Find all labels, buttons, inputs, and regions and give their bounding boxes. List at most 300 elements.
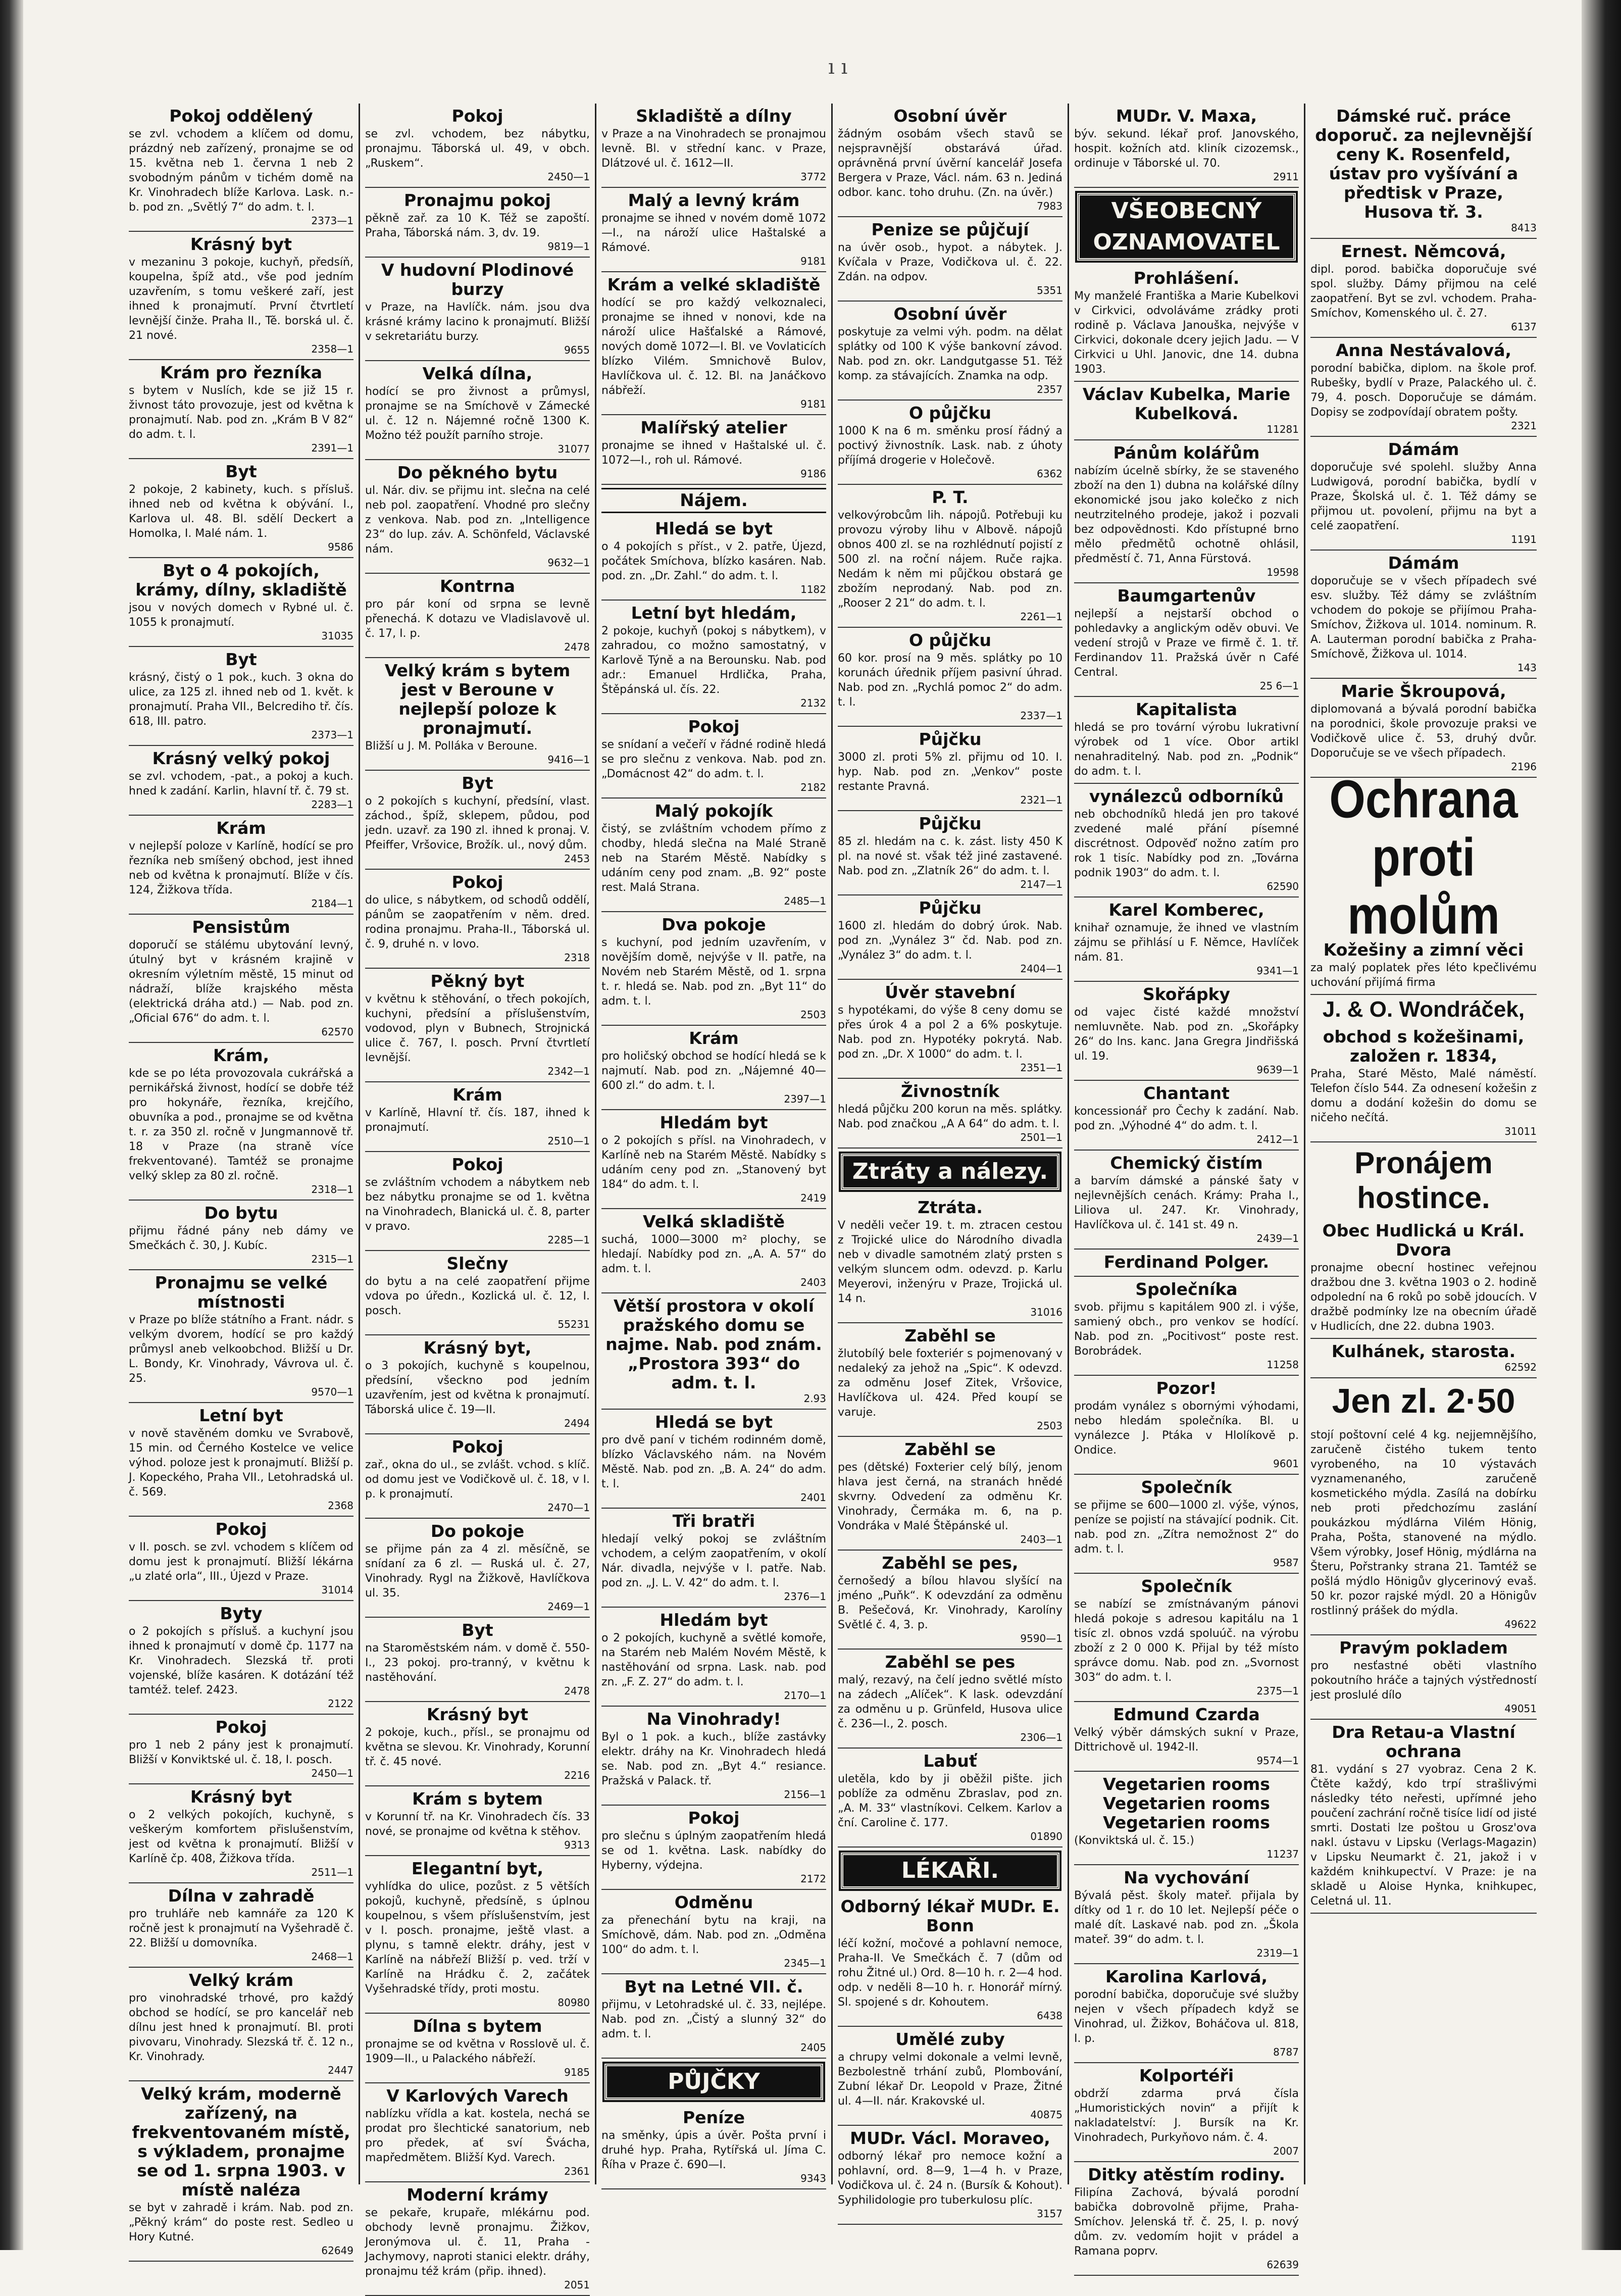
ad-code: 2337—1 xyxy=(1020,710,1062,722)
ad-title: Skladiště a dílny xyxy=(636,106,792,126)
ad-text: diplomovaná a bývalá porodní babička na porodnici, škole provozuje praksi ve Vodičkově ulice č. 53, druhý dvůr. Doporučuje se ve všech případech. xyxy=(1310,703,1537,760)
classified-ad xyxy=(838,401,1062,485)
ad-text: a barvím dámské a pánské šaty v nejlevnějších cenách. Krámy: Praha I., Liliova ul. 247. Kr. Vinohrady, Havlíčkova ul. č. 141 st. 49 n. xyxy=(1074,1175,1299,1231)
ad-title: Letní byt xyxy=(199,1406,283,1425)
ad-text: o 2 pokojích s přísluš. a kuchyní jsou ihned k pronajmutí v domě čp. 1177 na Kr. Vinohradech. Slezská tř. proti vojenské, blíže kasáren. K dotázání též tamtéž. telef. 2423. xyxy=(129,1625,353,1696)
ad-title: O půjčku xyxy=(909,403,991,423)
classified-ad xyxy=(838,1437,1062,1551)
ad-code: 2156—1 xyxy=(784,1788,826,1801)
ad-code: 2357 xyxy=(1037,383,1062,395)
classified-ad xyxy=(1310,1635,1537,1720)
ad-code: 2468—1 xyxy=(311,1951,353,1963)
classified-ad xyxy=(365,1082,590,1152)
classified-ad xyxy=(601,516,826,601)
classified-ad xyxy=(365,771,590,870)
ad-code: 11281 xyxy=(1267,423,1299,435)
ad-title: Velký krám, moderně zařízený, na frekventovaném místě, s výkladem, pronajme se od 1. srpna 1903. v místě naléza xyxy=(132,2084,350,2200)
classified-ad xyxy=(1074,1475,1299,1574)
ad-code: 2391—1 xyxy=(311,442,353,454)
ad-code: 2403 xyxy=(800,1276,826,1288)
ad-code: 1182 xyxy=(800,583,826,595)
ad-code: 9639—1 xyxy=(1256,1064,1299,1076)
classified-ad xyxy=(838,217,1062,302)
ad-text: v nejlepší poloze v Karlíně, hodící se pro řezníka neb smíšený obchod, jest ihned neb od května k pronajmutí. Blíže v čís. 124, Žižkova třída. xyxy=(129,840,353,896)
ad-text: býv. sekund. lékař prof. Janovského, hospit. kožních atd. kliník cizozemsk., ordinuje v Táborské ul. 70. xyxy=(1074,128,1299,170)
boxed-section-heading: LÉKAŘI. xyxy=(841,1853,1059,1889)
ad-text: žádným osobám všech stavů se nejspravnější obstarává úřad. oprávněná první úvěrní kancelář Josefa Bergera v Praze, Václ. nám. 63 n. Jediná odbor. kanc. toho druhu. (Zn. na úvěr.) xyxy=(838,128,1062,199)
ad-code: 3157 xyxy=(1037,2208,1062,2220)
ad-code: 11237 xyxy=(1267,1848,1299,1860)
classified-ad xyxy=(129,360,353,459)
classified-ad xyxy=(129,1601,353,1715)
ad-code: 31077 xyxy=(558,443,590,455)
classified-ad xyxy=(1310,437,1537,551)
ad-title: Zaběhl se xyxy=(904,1439,996,1459)
classified-ad xyxy=(365,574,590,658)
ad-text: stojí poštovní celé 4 kg. nejjemnějšího, zaručeně čistého tukem tento vyrobeného, na 10 výstavách vyznamenaného, zaručeně kosmetického mýdla. Zasílá na dobírku neb proti předchozímu zaslání poukázkou mýdlárna Vilém Hönig, Praha, Pošta, stanovené na mýdlo. Všem výrobky, Josef Hönig, mýdlárna na Šteru, Pořstranky strana 21. Tamtéž se pošlá mýdlo Hönigův glycerinový evaš. 50 kr. pozor rajské mýdl. 20 a Hönigův rostlinný prášek do mýdla. xyxy=(1310,1429,1537,1617)
ad-code: 2494 xyxy=(564,1417,590,1429)
boxed-section-heading: Ztráty a nálezy. xyxy=(841,1154,1059,1190)
classified-ad xyxy=(365,361,590,460)
ad-code: 2182 xyxy=(800,781,826,793)
classified-ad xyxy=(365,1251,590,1335)
classified-ad xyxy=(1074,440,1299,583)
classified-ad xyxy=(1310,1339,1537,1378)
ad-code: 2404—1 xyxy=(1020,963,1062,975)
ad-text: 2 pokoje, 2 kabinety, kuch. s přísluš. ihned neb od května k obývání. I., Karlova ul. 48. Bl. sdělí Deckert a Homolka, I. Malé nám. 1. xyxy=(129,483,353,540)
ad-text: do ulice, s nábytkem, od schodů oddělí, pánům se zaopatřením v něm. dred. rodina pronajmu. Praha-II., Táborská ul. č. 9, druhé n. v lovo. xyxy=(365,894,590,951)
ad-title: Byt na Letné VII. č. xyxy=(624,1977,803,1996)
classified-ad xyxy=(365,1519,590,1618)
ad-code: 2351—1 xyxy=(1020,1062,1062,1074)
ad-title: Byty xyxy=(220,1604,263,1623)
ad-text: v II. posch. se zvl. vchodem s klíčem od domu jest k pronajmutí. Bližší lékárna „u zlaté orla“, III., Újezd v Praze. xyxy=(129,1541,353,1583)
classified-columns xyxy=(124,104,1543,2291)
ad-title: Ernest. Němcová, xyxy=(1341,241,1506,261)
ad-title: Půjčku xyxy=(919,898,982,918)
ad-title: Společníka xyxy=(1135,1279,1238,1299)
ad-title: Dílna s bytem xyxy=(413,2016,542,2036)
classified-ad xyxy=(365,870,590,969)
ad-code: 2285—1 xyxy=(547,1234,590,1246)
ad-title: Chemický čistím xyxy=(1110,1153,1263,1173)
ad-title: Karel Komberec, xyxy=(1108,900,1264,920)
ad-text: se zvl. vchodem, bez nábytku, pronajmu. Táborská ul. 49, v obch. „Ruskem“. xyxy=(365,128,590,170)
ad-text: pes (dětské) Foxterier celý bílý, jenom hlava jest černá, na stranách hnědé skvrny. Odvedení za odměnu Kr. Vinohrady, Čermáka m. 6, na p. Vondráka v Malé Štěpánské ul. xyxy=(838,1461,1062,1532)
classified-ad xyxy=(601,1410,826,1509)
ad-text: v Praze, na Havlíčk. nám. jsou dva krásné krámy lacino k pronajmutí. Bližší v sekretariátu burzy. xyxy=(365,301,590,343)
classified-ad xyxy=(1074,1277,1299,1376)
ad-text: 85 zl. hledám na c. k. zást. listy 450 K pl. na nové st. však též jiné zastavené. Nab. pod zn. „Zlatník 26“ do adm. t. l. xyxy=(838,835,1062,877)
ad-code: 9343 xyxy=(800,2172,826,2184)
ad-text: nablízku vřídla a kat. kostela, nechá se prodat pro šlechtické sanatorium, neb pro předek, ať sví Švácha, mapředmětem. Bližší Kyd. Varech. xyxy=(365,2108,590,2164)
ad-code: 2439—1 xyxy=(1256,1232,1299,1244)
ad-title: Zaběhl se pes xyxy=(885,1652,1016,1672)
ad-title: Karolina Karlová, xyxy=(1105,1967,1268,1986)
ad-code: 55231 xyxy=(558,1318,590,1330)
ad-title: Do bytu xyxy=(204,1203,278,1223)
ad-text: od vajec čisté každé množství nemluvněte. Nab. pod zn. „Skořápky 26“ do lns. kanc. Jana Gregra Jindřišská ul. 19. xyxy=(1074,1006,1299,1063)
classified-ad xyxy=(1074,1702,1299,1772)
classified-ad xyxy=(601,1608,826,1707)
ad-title: Dámské ruč. práce doporuč. za nejlevnější ceny K. Rosenfeld, ústav pro vyšívání a předtisk v Praze, Husova tř. 3. xyxy=(1315,106,1532,222)
ad-text: pro dvě paní v tichém rodinném domě, blízko Václavského nám. na Novém Městě. Nab. pod zn. „B. A. 24“ do adm. t. l. xyxy=(601,1434,826,1490)
classified-ad xyxy=(129,746,353,816)
ad-text: s kuchyní, pod jedním uzavřením, v novějším domě, nejvýše v II. patře, na Novém neb Starém Městě, od 1. srpna t. r. hledá se. Nab. pod zn. „Byt 11“ do adm. t. l. xyxy=(601,936,826,1008)
ad-title: Byt xyxy=(462,1620,493,1640)
ad-text: léčí kožní, močové a pohlavní nemoce, Praha-II. Ve Smečkách č. 7 (dům od rohu Žitné ul.) Ord. 8—10 h. r. 2—4 hod. odp. v neděli 8—10 h. r. Honorář mírný. Sl. spojené s dr. Kohoutem. xyxy=(838,1937,1062,2009)
classified-ad xyxy=(129,647,353,746)
ad-text: na směnky, úpis a úvěr. Pošta první i druhé hyp. Praha, Rytířská ul. Jíma C. Říha v Praze č. 690—I. xyxy=(601,2129,826,2171)
ad-code: 2510—1 xyxy=(547,1135,590,1147)
column-6 xyxy=(1305,104,1542,2184)
ad-code: 2147—1 xyxy=(1020,878,1062,890)
ad-text: se snídaní a večeří v řádné rodině hledá se pro slečnu z venkova. Nab. pod zn. „Domácnost 42“ do adm. t. l. xyxy=(601,738,826,780)
ad-code: 9313 xyxy=(564,1839,590,1851)
ad-title: Velká skladiště xyxy=(642,1212,785,1231)
ad-title: Kulhánek, starosta. xyxy=(1331,1341,1516,1361)
classified-ad xyxy=(838,628,1062,727)
ad-text: Praha, Staré Město, Malé náměstí. Telefon číslo 544. Za odnesení kožešin z domu a dodání kožešin do domu se ničeho nečítá. xyxy=(1310,1068,1537,1124)
ad-title: Václav Kubelka, Marie Kubelková. xyxy=(1082,384,1291,423)
ad-code: 2401 xyxy=(800,1491,826,1504)
ad-code: 2368 xyxy=(328,1500,353,1512)
classified-ad xyxy=(601,188,826,272)
classified-ad xyxy=(129,459,353,558)
ad-text: 60 kor. prosí na 9 měs. splátky po 10 korunách úřednik příjem pasivní úhrad. Nab. pod zn. „Rychlá pomoc 2“ do adm. t. l. xyxy=(838,652,1062,709)
ad-text: 3000 zl. proti 5% zl. přijmu od 10. I. hyp. Nab. pod zn. „Venkov“ poste restante Pravná. xyxy=(838,751,1062,793)
ad-title: Byt o 4 pokojích, krámy, dílny, skladiště xyxy=(135,561,347,600)
ad-title: Pokoj xyxy=(451,1437,503,1457)
ad-code: 143 xyxy=(1517,662,1537,674)
ad-title: Hledá se byt xyxy=(654,1412,773,1432)
ad-title: Byt xyxy=(225,462,257,481)
ad-text: pronajme se od května v Rosslově ul. č. 1909—II., u Palackého nábřeží. xyxy=(365,2038,590,2065)
ad-text: do bytu a na celé zaopatření přijme vdova po úředn., Kozlická ul. č. 12, I. posch. xyxy=(365,1275,590,1317)
ad-text: přijmu řádné pány neb dámy ve Smečkách č. 30, J. Kubíc. xyxy=(129,1225,353,1252)
ad-text: 1000 K na 6 m. směnku prosí řádný a poctivý živnostník. Lask. nab. z úhoty příjímá drogerie v Holečově. xyxy=(838,425,1062,467)
ad-code: 31035 xyxy=(321,630,353,642)
column-1 xyxy=(124,104,360,2257)
ad-text: pro pár koní od srpna se levně přenechá. K dotazu ve Vladislavově ul. č. 17, I. p. xyxy=(365,598,590,640)
ad-code: 2306—1 xyxy=(1020,1731,1062,1743)
column-4 xyxy=(833,104,1069,2220)
ad-code: 9601 xyxy=(1273,1458,1299,1470)
classified-ad xyxy=(601,1110,826,1209)
ad-title: Pánům kolářům xyxy=(1113,443,1260,463)
ad-code: 2911 xyxy=(1273,171,1299,183)
ad-text: Bližší u J. M. Polláka v Beroune. xyxy=(365,740,538,753)
ad-text: ul. Nár. div. se přijmu int. slečna na celé neb pol. zaopatření. Vhodné pro slečny z venkova. Nab. pod zn. „Intelligence 23“ do lup. záv. A. Schönfeld, Václavské nám. xyxy=(365,484,590,556)
ad-text: přijmu, v Letohradské ul. č. 33, nejlépe. Nab. pod zn. „Čistý a slunný 32“ do adm. t. l. xyxy=(601,1999,826,2040)
ad-text: čistý, se zvláštním vchodem přímo z chodby, hledá slečna na Malé Straně neb na Starém Městě. Nabídky s udáním ceny pod znam. „B. 92“ poste rest. Malá Strana. xyxy=(601,823,826,894)
classified-ad xyxy=(129,1201,353,1270)
classified-ad xyxy=(1310,551,1537,679)
ad-code: 2321—1 xyxy=(1020,794,1062,806)
classified-ad xyxy=(1074,1964,1299,2063)
ad-title: Ferdinand Polger. xyxy=(1103,1252,1270,1272)
ad-title: Pokoj xyxy=(451,106,503,126)
ad-text: prodám vynález s obornými výhodami, nebo hledám společníka. Bl. u vynálezce J. Ptáka v Hlolíkově p. Ondice. xyxy=(1074,1400,1299,1457)
ad-title: Dámám xyxy=(1388,553,1459,573)
classified-ad xyxy=(601,415,826,485)
ad-text: hodící se pro živnost a průmysl, pronajme se na Smíchově v Zámecké ul. č. 12 n. Nájemné ročně 1300 K. Možno též použít parního stroje. xyxy=(365,385,590,442)
classified-ad xyxy=(129,1043,353,1201)
ad-code: 2403—1 xyxy=(1020,1533,1062,1545)
ad-text: doporučuje své spolehl. služby Anna Ludwigová, porodní babička, bydlí v Praze, Školská ul. č. 1. Též dámy se přijmou ut. povolení, přijmu na byt a celé zaopatření. xyxy=(1310,461,1537,532)
ad-title: Zaběhl se xyxy=(904,1326,996,1345)
ad-code: 2470—1 xyxy=(547,1502,590,1514)
ad-title: Do pěkného bytu xyxy=(397,463,558,482)
ad-title: Pronajmu se velké místnosti xyxy=(155,1273,328,1312)
classified-ad xyxy=(601,1707,826,1806)
ad-text: se zvl. vchodem, -pat., a pokoj a kuch. hned k zadání. Karlin, hlavní tř. č. 79 st. xyxy=(129,770,353,797)
classified-ad xyxy=(129,558,353,647)
ad-title: Kapitalista xyxy=(1135,700,1238,719)
ad-title: Pěkný byt xyxy=(430,971,525,991)
ad-code: 9181 xyxy=(800,398,826,410)
ad-code: 2469—1 xyxy=(547,1601,590,1613)
ad-text: hledá se pro tovární výrobu lukrativní výrobek od 1 více. Obor artikl nenahraditelný. Nab. pod zn. „Podnik“ do adm. t. l. xyxy=(1074,721,1299,778)
ad-title: Byt xyxy=(225,650,257,669)
boxed-section-heading: VŠEOBECNÝ OZNAMOVATEL xyxy=(1077,193,1296,261)
ad-title: obchod s kožešinami, založen r. 1834, xyxy=(1323,1027,1525,1066)
ad-title: Krásný byt, xyxy=(423,1338,532,1358)
ad-title: Skořápky xyxy=(1142,984,1231,1004)
ad-code: 2315—1 xyxy=(311,1253,353,1265)
ad-title: Pokoj oddělený xyxy=(169,106,313,126)
ad-title: Půjčku xyxy=(919,729,982,749)
ad-code: 62590 xyxy=(1267,880,1299,892)
ad-text: svob. přijmu s kapitálem 900 zl. i výše, samiený obch., pro venkov se hodící. Nab. pod zn. „Pocitivost“ poste rest. Borobrádek. xyxy=(1074,1301,1299,1358)
classified-ad xyxy=(1310,104,1537,239)
ad-title: Hledám byt xyxy=(660,1113,768,1132)
classified-ad xyxy=(601,1806,826,1890)
ad-text: krásný, čistý o 1 pok., kuch. 3 okna do ulice, za 125 zl. ihned neb od 1. květ. k pronajmutí. Praha VII., Belcrediho tř. čís. 618, III. patro. xyxy=(129,671,353,728)
ad-title: Odborný lékař MUDr. E. Bonn xyxy=(840,1896,1060,1935)
ad-text: pro vinohradské trhové, pro každý obchod se hodící, se pro kancelář neb dílnu jest hned k pronajmutí. Bl. proti pivovaru, Vinohrady. Slezská tř. č. 12 n., Kr. Vinohrady. xyxy=(129,1992,353,2063)
ad-code: 9416—1 xyxy=(547,754,590,766)
ad-title: Na vychování xyxy=(1124,1868,1249,1887)
ad-title: Krám pro řezníka xyxy=(160,363,322,382)
ad-code: 49051 xyxy=(1504,1703,1537,1715)
classified-ad xyxy=(365,1786,590,1856)
ad-code: 2345—1 xyxy=(784,1957,826,1969)
left-scan-edge xyxy=(0,0,23,2250)
ad-code: 2405 xyxy=(800,2041,826,2054)
classified-ad xyxy=(1074,2063,1299,2162)
ad-text: pro 1 neb 2 pány jest k pronajmutí. Bližší v Konviktské ul. č. 18, I. posch. xyxy=(129,1739,353,1766)
top-mark: ı ı xyxy=(828,56,848,79)
ad-title: Krám xyxy=(689,1028,739,1048)
ad-text: 2 pokoje, kuch., přísl., se pronajmu od května se slevou. Kr. Vinohrady, Korunní tř. č. 45 nové. xyxy=(365,1726,590,1768)
ad-text: za přenechání bytu na kraji, na Smíchově, dám. Nab. pod zn. „Odměna 100“ do adm. t. l. xyxy=(601,1914,826,1956)
classified-ad xyxy=(1074,697,1299,784)
ad-code: 2261—1 xyxy=(1020,611,1062,623)
ad-code: 2184—1 xyxy=(311,897,353,910)
ad-code: 2376—1 xyxy=(784,1590,826,1603)
classified-ad xyxy=(838,1323,1062,1437)
ad-text: hledají velký pokoj se zvláštním vchodem, a celým zaopatřením, v okolí Nár. divadla, nejvýše v I. patře. Nab. pod zn. „J. L. V. 42“ do adm. t. l. xyxy=(601,1533,826,1589)
ad-code: 9570—1 xyxy=(311,1386,353,1398)
ad-title: Dva pokoje xyxy=(662,915,766,934)
ad-title: Dílna v zahradě xyxy=(168,1886,315,1906)
classified-ad xyxy=(601,1026,826,1110)
ad-title: Obec Hudlická u Král. Dvora xyxy=(1322,1221,1525,1260)
classified-ad xyxy=(365,969,590,1082)
ad-text: se pekaře, krupaře, mlékárnu pod. obchody levně pronajmu. Žižkov, Jeronýmova ul. č. 11, Praha - Jachymovy, naproti stanici elektr. dráhy, pronajmu též krám (přip. ihned). xyxy=(365,2207,590,2278)
ad-code: 2503 xyxy=(1037,1420,1062,1432)
right-scan-edge xyxy=(1582,0,1621,2250)
ad-text: dipl. porod. babička doporučuje své spol. služby. Dámy přijmou na celé zaopatření. Byt se zvl. vchodem. Praha-Smíchov, Komenského ul. č. 27. xyxy=(1310,263,1537,320)
ad-code: 2397—1 xyxy=(784,1093,826,1105)
classified-ad xyxy=(1074,982,1299,1081)
classified-ad xyxy=(129,816,353,915)
classified-ad xyxy=(129,1517,353,1601)
ad-text: neb obchodníků hledá jen pro takové zvedené malé přání písemné discrétnost. Odpověď nožno zatím pro rok 1 tisíc. Nabídky pod zn. „Továrna podnik 1903“ do adm. t. l. xyxy=(1074,808,1299,879)
ad-code: 2375—1 xyxy=(1256,1685,1299,1697)
ad-text: poskytuje za velmi výh. podm. na dělat splátky od 100 K výše bankovní závod. Nab. pod zn. okr. Landgutgasse 51. Též komp. za stávajících. Znamka na odp. xyxy=(838,326,1062,382)
ad-title: Krám s bytem xyxy=(412,1789,543,1809)
ad-text: Velký výběr dámských sukní v Praze, Dittrichově ul. 1942-II. xyxy=(1074,1726,1299,1754)
ad-title: Umělé zuby xyxy=(895,2029,1005,2049)
ad-title: Hledá se byt xyxy=(654,519,773,538)
ad-title: Úvěr stavební xyxy=(885,982,1016,1002)
ad-title: Marie Škroupová, xyxy=(1341,681,1506,701)
classified-ad xyxy=(1074,382,1299,440)
ad-title: Penize se půjčují xyxy=(871,220,1029,239)
classified-ad xyxy=(838,895,1062,980)
ad-code: 2170—1 xyxy=(784,1689,826,1702)
ad-text: se přijme se 600—1000 zl. výše, výnos, peníze se pojistí na stávající podnik. Cit. nab. pod zn. „Zítra nemožnost 2“ do adm. t. l. xyxy=(1074,1499,1299,1556)
classified-ad xyxy=(601,601,826,714)
ad-code: 7983 xyxy=(1037,200,1062,212)
ad-code: 2319—1 xyxy=(1256,1947,1299,1959)
column-3 xyxy=(596,104,833,2184)
classified-ad xyxy=(1310,239,1537,338)
ad-title: Vegetarien rooms Vegetarien rooms Vegetarien rooms xyxy=(1103,1774,1270,1832)
ad-text: pronajme se ihned v novém domě 1072—I., na nároží ulice Haštalské a Rámové. xyxy=(601,212,826,254)
classified-ad xyxy=(129,1784,353,1883)
ad-text: pronajme se ihned v Haštalské ul. č. 1072—I., roh ul. Rámové. xyxy=(601,439,826,467)
ad-title: Peníze xyxy=(683,2108,745,2127)
ad-code: 31016 xyxy=(1030,1306,1062,1318)
display-ad-price: Jen zl. 2·50 xyxy=(1332,1382,1515,1420)
classified-ad xyxy=(1074,1865,1299,1964)
ad-title: Pozor! xyxy=(1156,1378,1217,1398)
classified-ad xyxy=(1074,1151,1299,1250)
ad-text: se nabízí se zmístnávaným pánovi hledá pokoje s adresou kapitálu na 1 tisíc zl. obnos vzdá spoluúč. na výrobu zboží z 2 0 000 K. Přijal by též místo správce domu. Nab. pod zn. „Svornost 303“ do adm. t. l. xyxy=(1074,1598,1299,1684)
ad-text: V neděli večer 19. t. m. ztracen cestou z Trojické ulice do Národního divadla neb v divadle samotném zlatý prsten s velkým sluncem odm. odevzd. p. Karlu Meyerovi, inženýru v Praze, Trojická ul. 14 n. xyxy=(838,1219,1062,1305)
classified-ad xyxy=(838,727,1062,811)
classified-ad xyxy=(1310,1218,1537,1339)
classified-ad xyxy=(838,2126,1062,2225)
ad-title: Půjčku xyxy=(919,814,982,833)
ad-text: hodící se pro každý velkoznaleci, pronajme se ihned v nonovi, kde na nároží ulice Hašťalské a Rámové, nových domě 1072—I. Bl. ve Vovlaticích blízko Vilém. Smnichově Bulov, Havlíčkova ul. č. 12. Bl. na Janáčkovo nábřeží. xyxy=(601,296,826,397)
ad-code: 9341—1 xyxy=(1256,965,1299,977)
classified-ad xyxy=(601,104,826,188)
classified-ad xyxy=(838,1650,1062,1749)
ad-text: o 3 pokojích, kuchyně s koupelnou, předsíní, všeckno pod jedním uzavřením, jest od května k pronajmutí. Táborská ulice č. 19—II. xyxy=(365,1360,590,1416)
classified-ad xyxy=(601,1209,826,1293)
ad-text: porodní babička, doporučuje své služby nejen v všech případech když se Vinohrad, ul. Žižkov, Boháčova ul. 818, I. p. xyxy=(1074,1988,1299,2045)
ad-code: 9632—1 xyxy=(547,557,590,569)
classified-ad xyxy=(1310,937,1537,995)
ad-text: porodní babička, diplom. na škole prof. Rubešky, bydlí v Praze, Palackého ul. č. 79, 4. posch. Doporučuje se dámám. Dopisy se zodpovídají obratem pošty. xyxy=(1310,362,1537,419)
ad-code: 11258 xyxy=(1267,1359,1299,1371)
ad-code: 31014 xyxy=(321,1584,353,1596)
classified-ad xyxy=(129,1715,353,1784)
classified-ad xyxy=(1074,2162,1299,2276)
ad-text: suchá, 1000—3000 m² plochy, se hledají. Nabídky pod zn. „A. A. 57“ do adm. t. l. xyxy=(601,1233,826,1275)
ad-title: Labuť xyxy=(923,1751,977,1771)
ad-code: 6362 xyxy=(1037,468,1062,480)
ad-text: malý, rezavý, na čelí jedno světlé místo na zádech „Alíček“. K lask. odevzdání za odměnu u p. Grünfeld, Husova ulice č. 236—I., 2. posch. xyxy=(838,1674,1062,1730)
ad-code: 2.93 xyxy=(803,1392,826,1405)
ad-code: 2318—1 xyxy=(311,1183,353,1195)
section-heading: Nájem. xyxy=(601,488,826,513)
ad-title: Malý pokojík xyxy=(654,801,773,821)
classified-ad xyxy=(365,2014,590,2083)
ad-code: 6137 xyxy=(1511,321,1537,333)
ad-code: 9186 xyxy=(800,468,826,480)
ad-code: 2501—1 xyxy=(1020,1131,1062,1143)
ad-text: v Praze a na Vinohradech se pronajmou levně. Bl. v střední kanc. v Praze, Dlátzové ul. č. 1612—II. xyxy=(601,128,826,170)
ad-code: 19598 xyxy=(1267,566,1299,578)
ad-title: Ztráta. xyxy=(918,1197,983,1217)
ad-code: 2447 xyxy=(328,2064,353,2076)
ad-text: o 2 pokojích s kuchyní, předsíní, vlast. záchod., špíž, sklepem, půdou, pod jedn. uzavř. za 190 zl. ihned k pronaj. V. Pfeiffer, Vršovice, Brožík. ul., nový dům. xyxy=(365,795,590,852)
ad-title: Živnostník xyxy=(900,1081,1000,1101)
ad-code: 62649 xyxy=(321,2244,353,2257)
ad-code: 2318 xyxy=(564,952,590,964)
ad-text: velkovýrobcům lih. nápojů. Potřebuji ku provozu výroby lihu v Albově. nápojů obnos 400 zl. se na rozhlédnutí pojistí z 500 zl. na roční nájem. Ruče rajka. Nedám k něm mi půjčkou obstará ge zbožím neprodaný. Nab. pod zn. „Rooser 2 21“ do adm. t. l. xyxy=(838,509,1062,610)
ad-text: 2 pokoje, kuchyň (pokoj s nábytkem), v zahradou, co možno samostatný, v Karlově Týně a na Berounsku. Nab. pod adr.: Emanuel Hrdlička, Praha, Štěpánská ul. čís. 22. xyxy=(601,625,826,696)
ad-title: Společník xyxy=(1141,1576,1232,1596)
ad-text: jsou v nových domech v Rybné ul. č. 1055 k pronajmutí. xyxy=(129,602,353,629)
ad-text: v nově stavěném domku ve Svrabově, 15 min. od Černého Kostelce ve velice výhod. poloze jest k pronajmutí. Bližší p. J. Kopeckého, Praha VII., Letohradská ul. č. 569. xyxy=(129,1427,353,1499)
ad-title: Pokoj xyxy=(451,1155,503,1174)
ad-title: Velký krám xyxy=(188,1970,294,1990)
ad-code: 2196 xyxy=(1511,761,1537,773)
ad-text: pro holičský obchod se hodící hledá se k najmutí. Nab. pod zn. „Nájemné 40—600 zl.“ do adm. t. l. xyxy=(601,1050,826,1092)
ad-title: Krám, xyxy=(213,1045,270,1065)
ad-code: 80980 xyxy=(558,1996,590,2009)
ad-title: Společník xyxy=(1141,1477,1232,1497)
ad-text: se zvláštním vchodem a nábytkem neb bez nábytku pronajme se od 1. května na Vinohradech, Blanická ul. č. 8, parter v pravo. xyxy=(365,1176,590,1233)
ad-code: 2358—1 xyxy=(311,343,353,355)
ad-text: s bytem v Nuslích, kde se již 15 r. živnost táto provozuje, jest od května k pronajmutí. Nab. pod zn. „Krám B V 82“ do adm. t. l. xyxy=(129,384,353,441)
ad-text: uletěla, kdo by ji oběžil pište. jich poblíže za odměnu Zbraslav, pod zn. „A. M. 33“ vlastníkovi. Celkem. Karlov a ční. Caroline č. 177. xyxy=(838,1773,1062,1829)
ad-code: 2051 xyxy=(564,2279,590,2291)
classified-ad xyxy=(1074,1250,1299,1277)
ad-text: v Karlíně, Hlavní tř. čís. 187, ihned k pronajmutí. xyxy=(365,1107,590,1134)
ad-code: 9181 xyxy=(800,255,826,267)
ad-text: My manželé Františka a Marie Kubelkovi v Cirkvici, odvoláváme zrádky proti rodině p. Václava Janouška, nejvýše v Cirkvici, dokonale dcery jejich Jadu. — V Cirkvici u Uhl. Janovic, dne 14. dubna 1903. xyxy=(1074,290,1299,376)
classified-ad xyxy=(601,1974,826,2059)
ad-code: 2373—1 xyxy=(311,729,353,741)
ad-code: 40875 xyxy=(1030,2109,1062,2121)
classified-ad xyxy=(838,980,1062,1079)
ad-code: 9655 xyxy=(564,344,590,356)
ad-title: Byt xyxy=(462,773,493,793)
ad-title: Krám xyxy=(452,1085,502,1105)
ad-text: obdrží zdarma prvá čísla „Humoristických novin“ a přijít k nakladatelství: J. Bursík na Kr. Vinohradech, Purkyňovo nám. č. 4. xyxy=(1074,2087,1299,2144)
ad-text: žlutobílý bele foxteriér s pojmenovaný v nedaleký za jehož na „Spic“. K odevzd. za odměnu Josef Zitek, Vršovice, Havlíčkova ul. 424. Před koupí se varuje. xyxy=(838,1347,1062,1419)
classified-ad xyxy=(1074,1081,1299,1151)
ad-code: 1191 xyxy=(1511,533,1537,545)
ad-code: 2216 xyxy=(564,1769,590,1781)
